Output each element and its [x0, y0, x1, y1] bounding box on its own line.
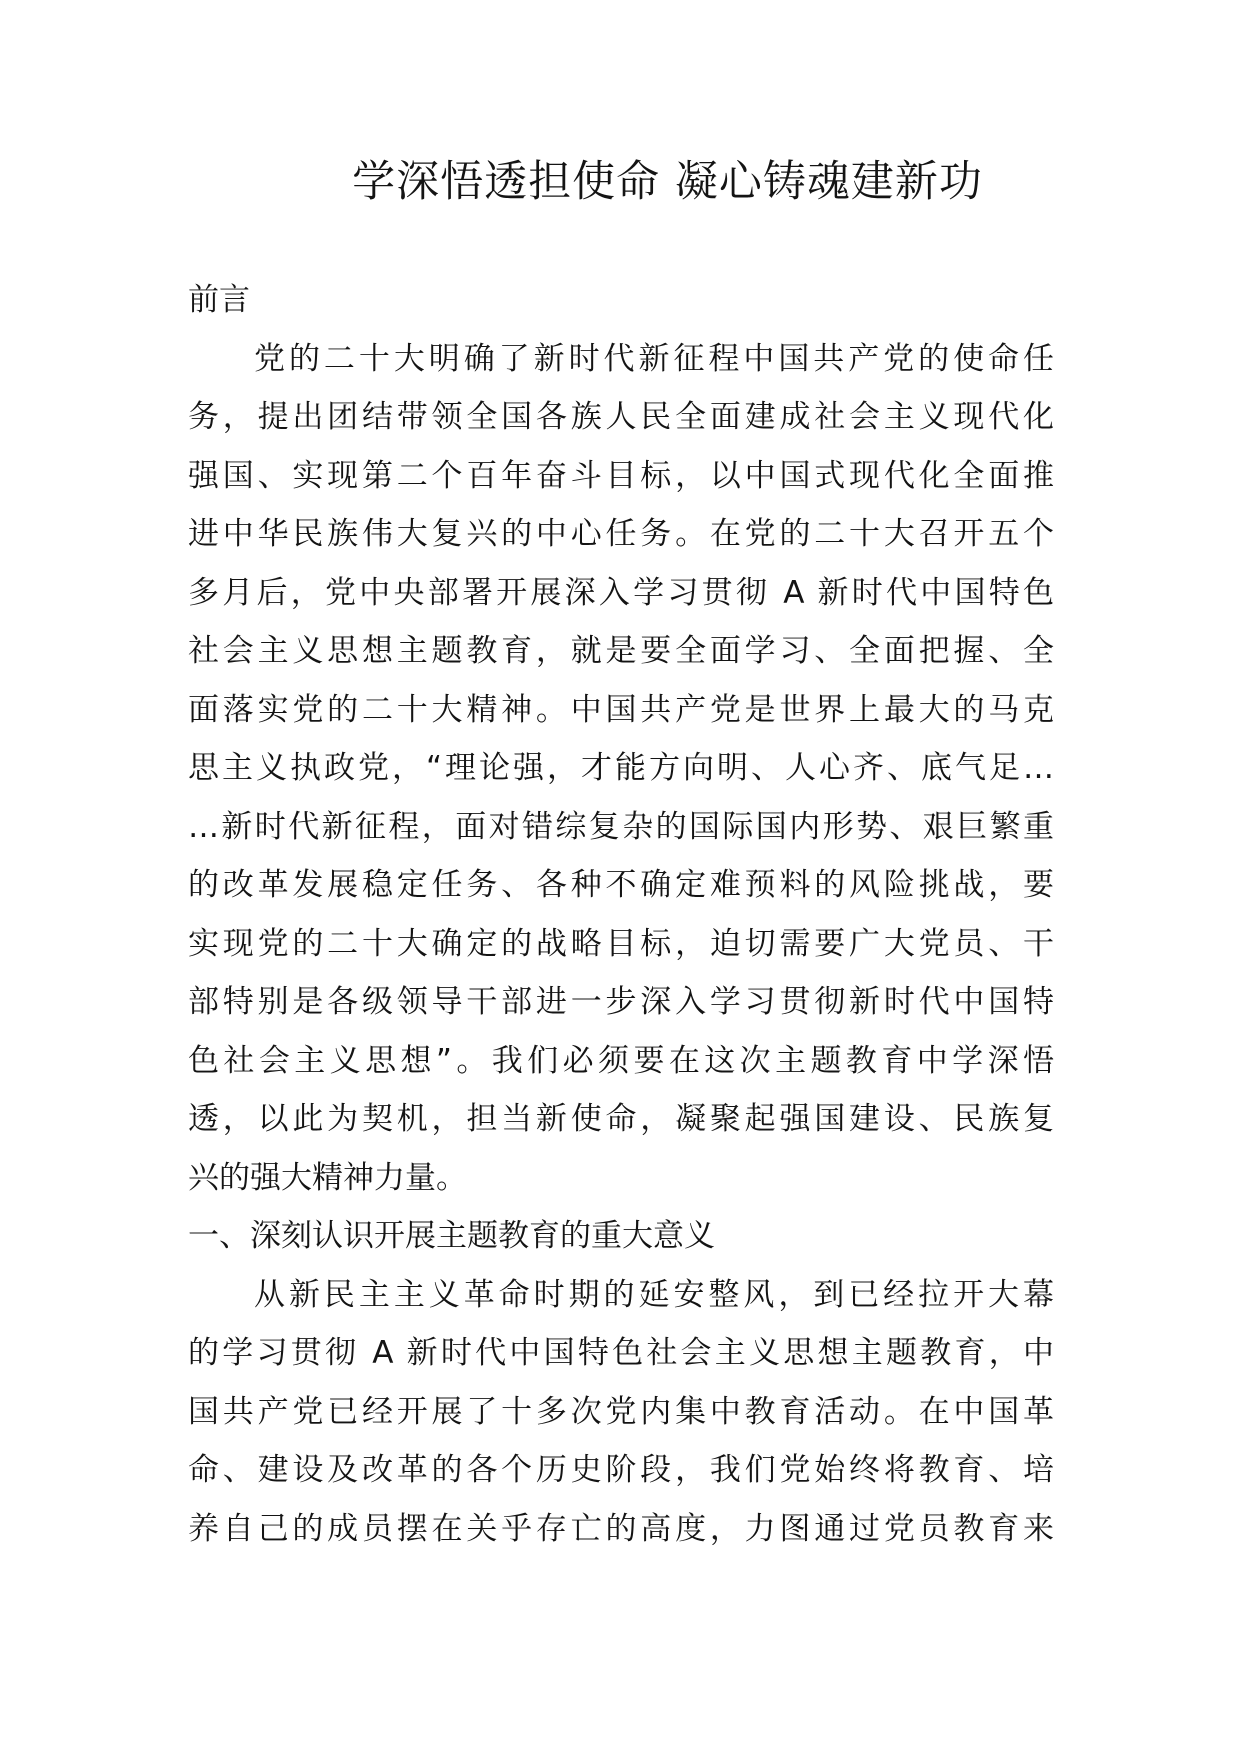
paragraph-line: 实现党的二十大确定的战略目标，迫切需要广大党员、干 — [188, 925, 1054, 962]
document-title: 学深悟透担使命 凝心铸魂建新功 — [352, 157, 983, 207]
paragraph-line: 兴的强大精神力量。 — [188, 1159, 467, 1196]
paragraph-line: 的改革发展稳定任务、各种不确定难预料的风险挑战，要 — [188, 867, 1054, 903]
paragraph-line: 的学习贯彻 A 新时代中国特色社会主义思想主题教育，中 — [188, 1335, 1054, 1371]
paragraph-line: 国共产党已经开展了十多次党内集中教育活动。在中国革 — [188, 1393, 1054, 1430]
paragraph-line: 社会主义思想主题教育，就是要全面学习、全面把握、全 — [188, 633, 1054, 669]
paragraph-line: 党的二十大明确了新时代新征程中国共产党的使命任 — [254, 340, 1054, 377]
paragraph-line: 面落实党的二十大精神。中国共产党是世界上最大的马克 — [188, 691, 1054, 728]
paragraph-line: 进中华民族伟大复兴的中心任务。在党的二十大召开五个 — [188, 516, 1054, 552]
paragraph-line: 多月后，党中央部署开展深入学习贯彻 A 新时代中国特色 — [188, 574, 1054, 611]
section-heading-preface: 前言 — [188, 282, 250, 318]
paragraph-line: 务，提出团结带领全国各族人民全面建成社会主义现代化 — [188, 399, 1054, 435]
paragraph-line: 命、建设及改革的各个历史阶段，我们党始终将教育、培 — [188, 1452, 1054, 1488]
paragraph-line: 养自己的成员摆在关乎存亡的高度，力图通过党员教育来 — [188, 1510, 1054, 1547]
paragraph-line: 色社会主义思想”。我们必须要在这次主题教育中学深悟 — [188, 1042, 1054, 1079]
paragraph-line: 思主义执政党，“理论强，才能方向明、人心齐、底气足… — [188, 750, 1054, 786]
paragraph-line: 部特别是各级领导干部进一步深入学习贯彻新时代中国特 — [188, 984, 1054, 1020]
paragraph-line: 强国、实现第二个百年奋斗目标，以中国式现代化全面推 — [188, 457, 1054, 494]
section-heading: 一、深刻认识开展主题教育的重大意义 — [188, 1218, 715, 1254]
paragraph-line: 从新民主主义革命时期的延安整风，到已经拉开大幕 — [254, 1276, 1054, 1313]
paragraph-line: …新时代新征程，面对错综复杂的国际国内形势、艰巨繁重 — [188, 808, 1054, 845]
document-body — [188, 271, 1054, 1558]
paragraph-line: 透，以此为契机，担当新使命，凝聚起强国建设、民族复 — [188, 1101, 1054, 1137]
